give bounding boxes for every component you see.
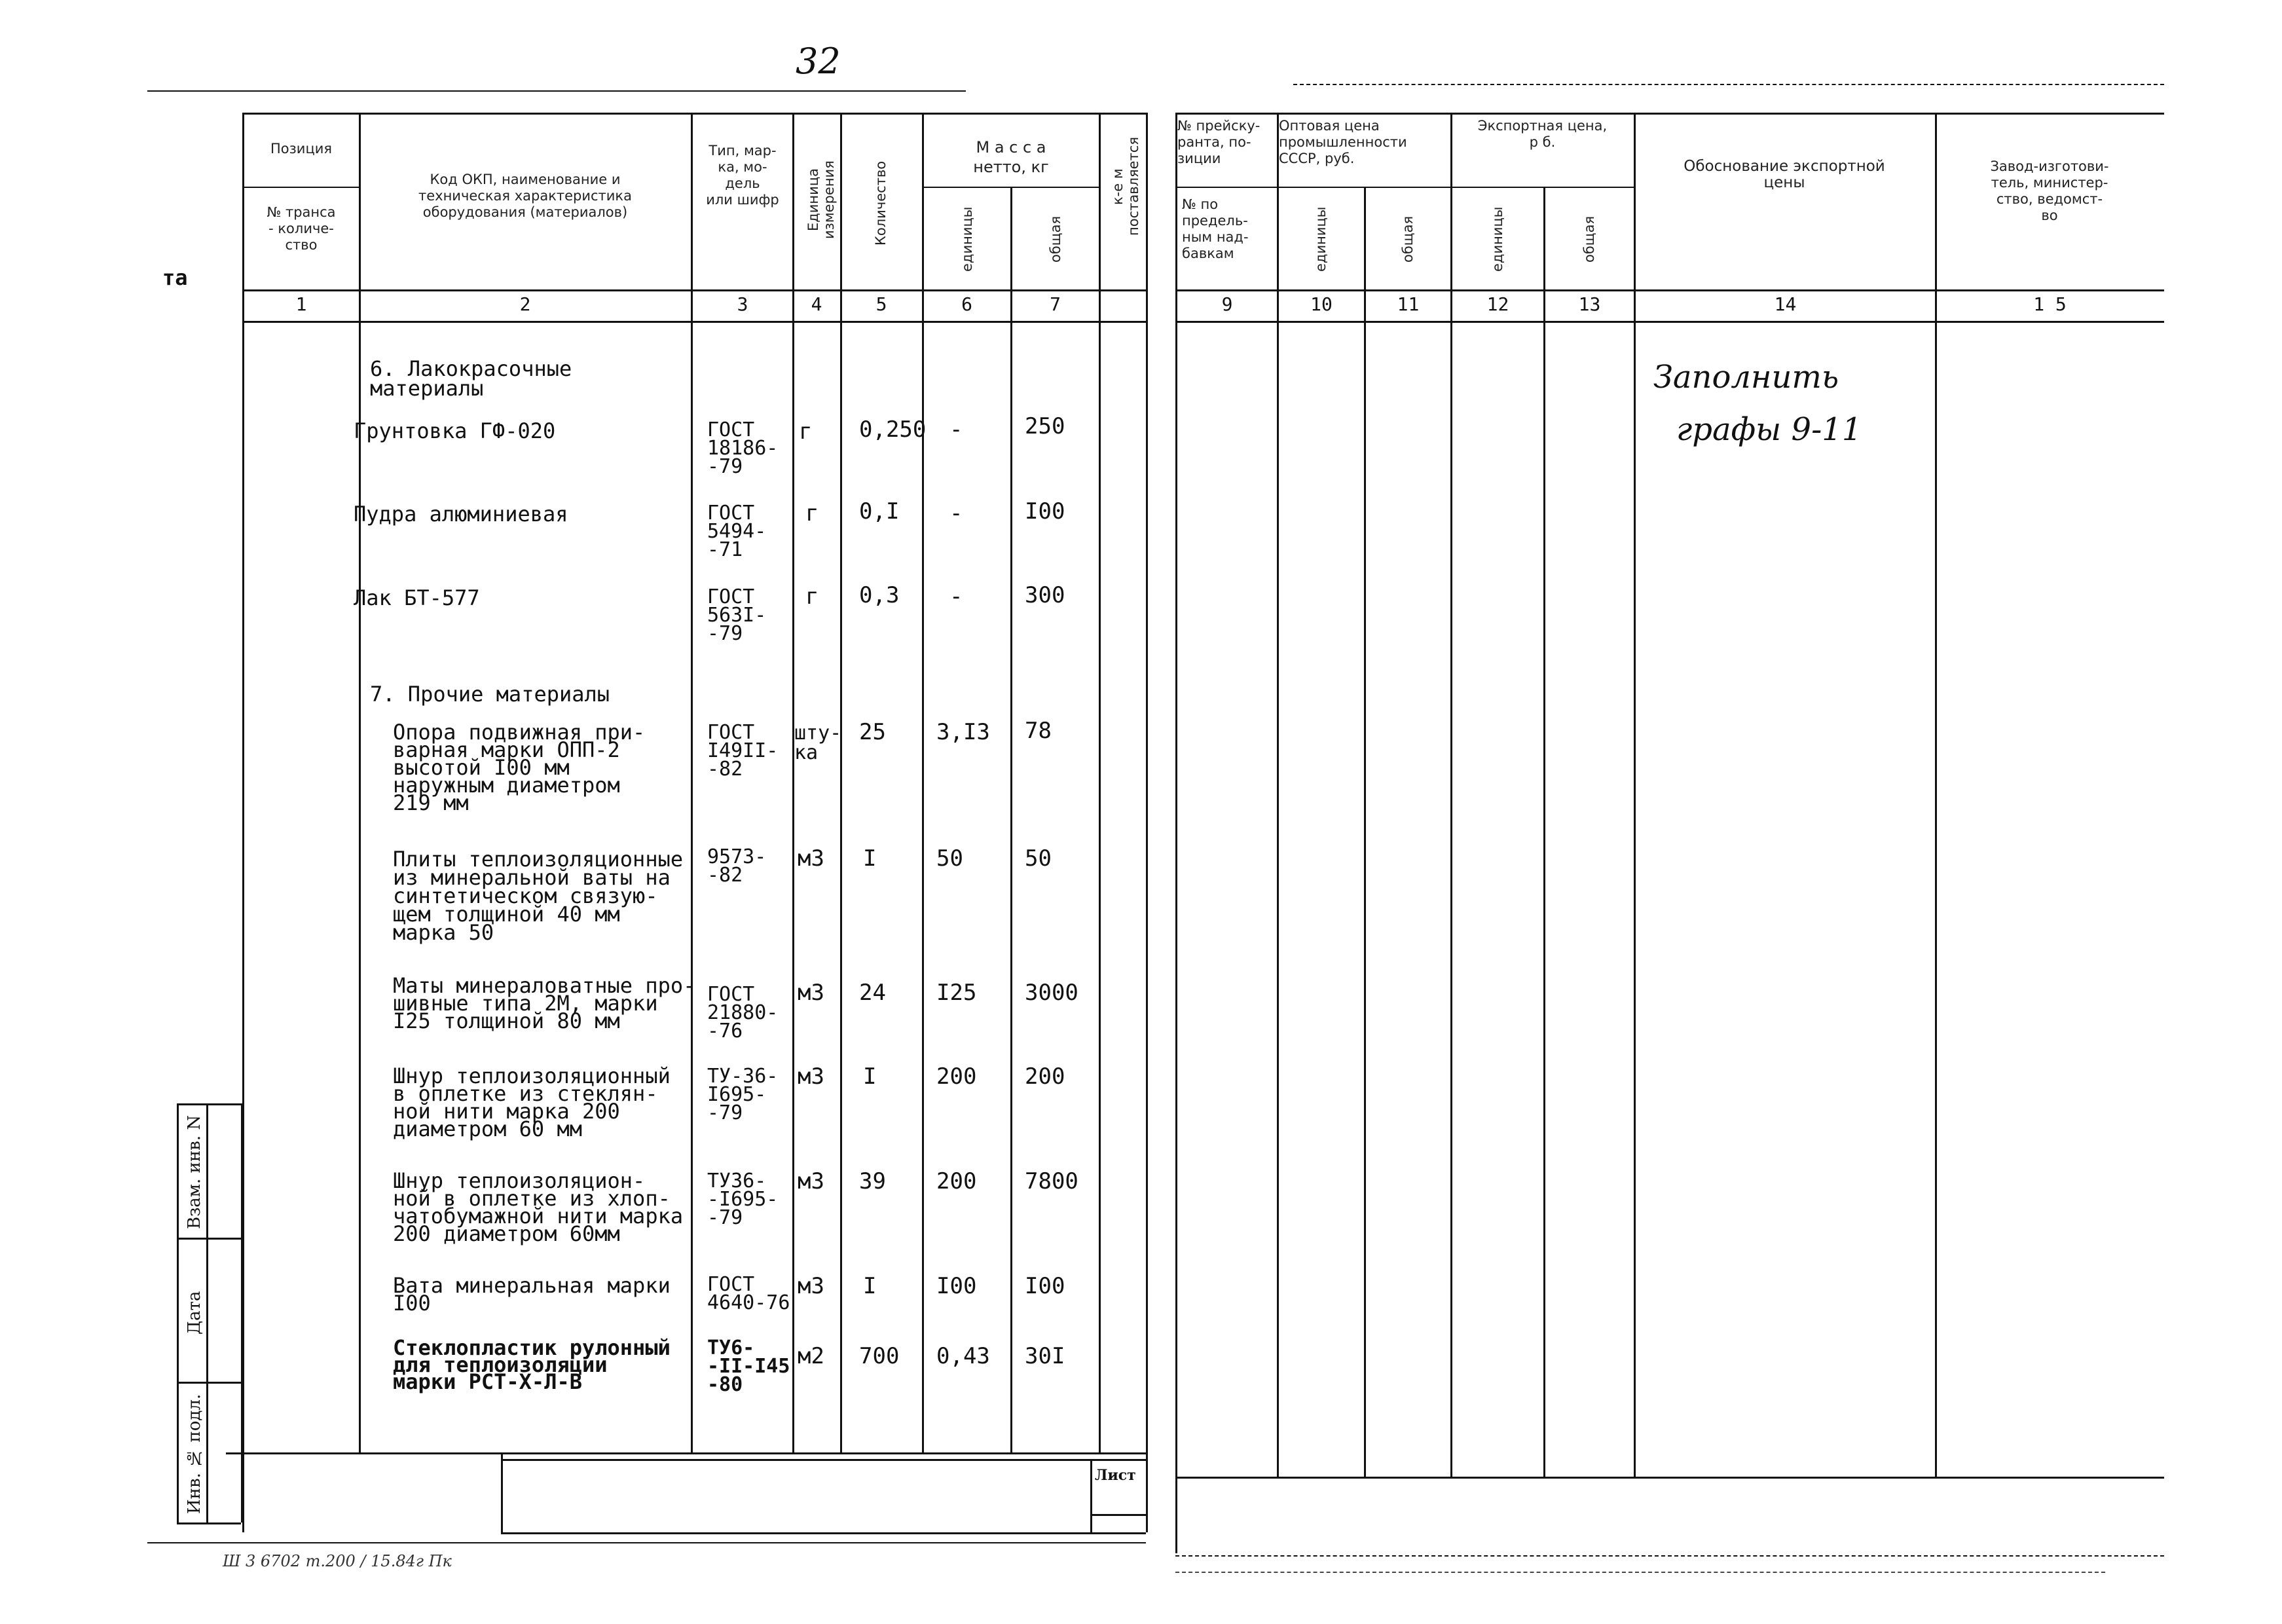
footer-code: Ш 3 6702 т.200 / 15.84г Пк [223,1552,452,1570]
header-transaction: № транса - количе- ство [267,204,336,253]
page-number: 32 [796,41,841,82]
item-mass-total: 7800 [1025,1168,1078,1194]
item-mass-unit: 200 [936,1063,977,1090]
header-export-price: Экспортная цена, р б. [1477,118,1608,150]
item-quantity: 0,3 [859,582,900,608]
item-mass-total: 50 [1025,845,1052,872]
item-unit: м2 [798,1343,824,1369]
item-quantity: I [863,1273,877,1299]
item-name: Грунтовка ГФ-020 [354,418,556,443]
item-unit: г [799,418,813,445]
item-mass-unit: - [949,500,963,526]
item-unit: м3 [798,845,824,872]
col-number: 4 [811,293,822,315]
item-mass-total: 200 [1025,1063,1065,1090]
item-unit: м3 [798,980,824,1006]
header-mass-unit: единицы [959,206,975,272]
item-name: Маты минераловатные про- шивные типа 2М, марки I25 толщиной 80 мм [393,973,696,1033]
item-quantity: I [863,1063,877,1090]
header-export-justification: Обоснование экспортной цены [1684,158,1885,191]
section-title-other: 7. Прочие материалы [370,682,610,707]
header-unit: Единица измерения [805,160,837,239]
item-quantity: 25 [859,719,886,745]
header-mass-total: общая [1048,215,1063,263]
col-number: 10 [1310,293,1333,315]
col-number: 6 [961,293,972,315]
item-mass-total: I00 [1025,498,1065,525]
item-quantity: 39 [859,1168,886,1194]
col-number: 14 [1774,293,1797,315]
item-type: ТУ-36- I695- -79 [707,1065,779,1124]
col-number: 7 [1050,293,1061,315]
item-type: ГОСТ 21880- -76 [707,983,779,1043]
item-mass-total: 3000 [1025,980,1078,1006]
item-quantity: 0,250 [859,416,927,443]
section-title-paints: 6. Лакокрасочные материалы [370,356,572,401]
item-name: Опора подвижная при- варная марки ОПП-2 высотой I00 мм наружным диаметром 219 мм [393,720,646,815]
header-export-unit: единицы [1490,206,1505,272]
item-unit: шту- ка [794,722,842,764]
header-type: Тип, мар- ка, мо- дель или шифр [706,143,779,208]
item-name: Стеклопластик рулонный для теплоизоляции марки РСТ-Х-Л-В [393,1335,671,1394]
item-type: ГОСТ 563I- -79 [707,585,767,645]
item-mass-unit: - [949,416,963,443]
item-mass-total: 300 [1025,582,1065,608]
col-number: 3 [737,293,748,315]
item-mass-unit: - [949,583,963,610]
item-mass-unit: 200 [936,1168,977,1194]
header-manufacturer: Завод-изготови- тель, министер- ство, ведомст- во [1990,158,2109,223]
header-wholesale-price: Оптовая цена промышленности СССР, руб. [1279,118,1407,166]
col-number: 1 [295,293,307,315]
item-type: ТУ6- -II-I45 -80 [707,1337,790,1396]
item-name: Вата минеральная марки I00 [393,1273,671,1316]
header-quantity: Количество [873,160,889,246]
col-number: 13 [1578,293,1601,315]
header-wholesale-unit: единицы [1313,206,1329,272]
header-mass: М а с с а нетто, кг [973,138,1049,176]
item-name: Лак БТ-577 [354,585,480,610]
item-type: ТУ36- -I695- -79 [707,1170,779,1229]
item-mass-unit: I25 [936,980,977,1006]
item-name: Шнур теплоизоляцион- ной в оплетке из хлоп- чатобумажной нити марка 200 диаметром 60мм [393,1168,684,1246]
item-name: Шнур теплоизоляционный в оплетке из стеклян- ной нити марка 200 диаметром 60 мм [393,1063,671,1141]
item-unit: м3 [798,1168,824,1194]
item-unit: м3 [798,1063,824,1090]
sheet-label: Лист [1095,1467,1136,1484]
item-type: ГОСТ 5494- -71 [707,502,767,561]
item-mass-total: I00 [1025,1273,1065,1299]
handwritten-note-line2: графы 9-11 [1676,411,1862,448]
header-wholesale-total: общая [1400,215,1416,263]
item-mass-unit: I00 [936,1273,977,1299]
item-unit: г [805,583,819,610]
col-number: 5 [875,293,887,315]
item-type: 9573- -82 [707,845,767,887]
item-unit: г [805,500,819,526]
item-mass-unit: 50 [936,845,963,872]
col-number: 11 [1397,293,1420,315]
header-position: Позиция [270,141,333,157]
handwritten-note-line1: Заполнить [1653,359,1839,396]
item-type: ГОСТ I49II- -82 [707,721,779,781]
item-mass-total: 30I [1025,1343,1065,1369]
stamp-replaced-inv: Взам. инв. N [185,1115,204,1230]
item-type: ГОСТ 18186- -79 [707,418,779,478]
header-price-list: № прейску- ранта, по- зиции [1177,118,1261,166]
item-mass-unit: 0,43 [936,1343,990,1369]
item-mass-unit: 3,I3 [936,719,990,745]
left-margin-mark: та [162,265,188,290]
item-name: Плиты теплоизоляционные из минеральной ваты на синтетическом связую- щем толщиной 40 мм марка 50 [393,847,684,945]
header-supplier: к-е м поставляется [1110,137,1141,236]
col-number: 12 [1486,293,1509,315]
item-quantity: 700 [859,1343,900,1369]
stamp-inventory-number: Инв. № подл. [185,1393,204,1514]
header-price-list-markup: № по предель- ным над- бавкам [1182,196,1249,261]
item-type: ГОСТ 4640-76 [707,1273,790,1314]
header-code-name: Код ОКП, наименование и техническая характеристика оборудования (материалов) [418,172,632,220]
header-export-total: общая [1581,215,1597,263]
item-unit: м3 [798,1273,824,1299]
item-mass-total: 250 [1025,413,1065,439]
item-quantity: 0,I [859,498,900,525]
col-number: 1 5 [2033,293,2067,315]
item-quantity: 24 [859,980,886,1006]
item-name: Пудра алюминиевая [354,502,568,526]
col-number: 9 [1221,293,1233,315]
col-number: 2 [519,293,531,315]
stamp-date: Дата [185,1291,204,1335]
item-mass-total: 78 [1025,718,1052,744]
item-quantity: I [863,845,877,872]
